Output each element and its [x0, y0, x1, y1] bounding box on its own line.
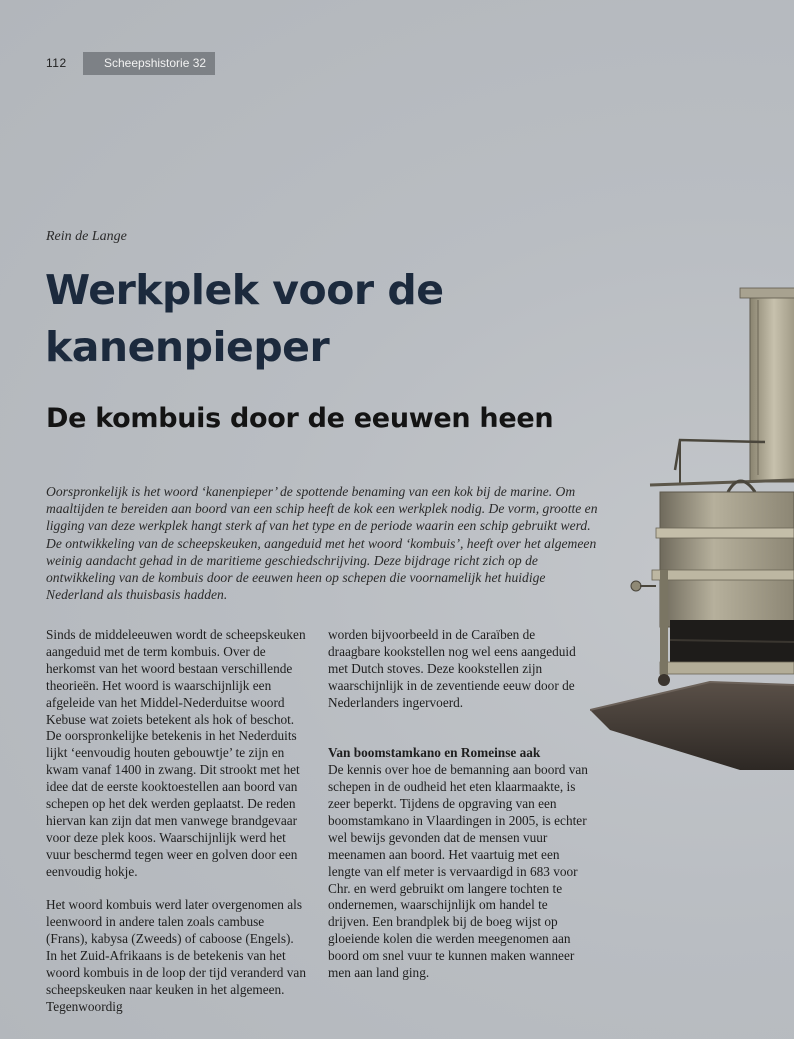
body-column-left [46, 627, 308, 1033]
journal-tag: Scheepshistorie 32 [83, 52, 215, 75]
body-paragraph: Sinds de middeleeuwen wordt de scheepskeuken aangeduid met de term kombuis. Over de herkomst van het woord bestaan verschillende theorieën. Het woord is waarschijnlijk een afgeleide van het Middel-Nederduitse woord Kebuse wat zoiets betekent als hok of beschot. De oorspronkelijke betekenis in het Nederduits lijkt ‘eenvoudig houten gebouwtje’ te zijn en kwam vanaf 1400 in zwang. Dit strookt met het idee dat de eerste kooktoestellen aan boord van schepen op het dek werden geplaatst. De reden hiervan kan zijn dat men vanwege brandgevaar voor deze plek koos. Waarschijnlijk werd het vuur beschermd tegen weer en golven door een eenvoudig hokje. [46, 627, 306, 879]
article-title: Werkplek voor de kanenpieper [45, 266, 444, 371]
article-subtitle: De kombuis door de eeuwen heen [46, 403, 554, 434]
body-paragraph: Het woord kombuis werd later overgenomen als leenwoord in andere talen zoals cambuse (Frans), kabysa (Zweeds) of caboose (Engels). In het Zuid-Afrikaans is de betekenis van het woord kombuis in de loop der tijd veranderd van scheepskeuken naar keuken in het algemeen. Tegenwoordig [46, 897, 306, 1014]
author-name: Rein de Lange [46, 229, 127, 244]
section-heading: Van boomstamkano en Romeinse aak [328, 745, 541, 761]
article-intro: Oorspronkelijk is het woord ‘kanenpieper’ de spottende benaming van een kok bij de marine. Om maaltijden te bereiden aan boord van een schip heeft de kok een werkplek nodig. De vorm, grootte en ligging van deze werkplek hangt sterk af van het type en de periode waarin een schip gebruikt werd. De ontwikkeling van de scheepskeuken, aangeduid met het woord ‘kombuis’, heeft over het algemeen weinig aandacht gehad in de maritieme geschiedschrijving. Deze bijdrage richt zich op de ontwikkeling van de kombuis door de eeuwen heen op schepen die voornamelijk het huidige Nederland als thuisbasis hadden. [46, 484, 598, 603]
body-paragraph: worden bijvoorbeeld in de Caraïben de draagbare kookstellen nog wel eens aangeduid met Dutch stoves. Deze kookstellen zijn waarschijnlijk in de zeventiende eeuw door de Nederlanders ingervoerd. [328, 627, 576, 710]
body-paragraph: De kennis over hoe de bemanning aan boord van schepen in de oudheid het eten klaarmaakte, is zeer beperkt. Tijdens de opgraving van een boomstamkano in Vlaardingen in 2005, is echter wel bewijs gevonden dat de mensen vuur meenamen aan boord. Het vaartuig met een lengte van elf meter is vervaardigd in 683 voor Chr. en werd gebruikt om langere tochten te ondernemen, waarschijnlijk om handel te drijven. Een brandplek bij de boeg wijst op gloeiende kolen die werden meegenomen aan boord om snel vuur te kunnen maken wanneer men aan land ging. [328, 762, 588, 981]
body-column-right [328, 627, 590, 999]
page-number: 112 [46, 56, 67, 70]
ship-stove-icon [590, 270, 794, 770]
